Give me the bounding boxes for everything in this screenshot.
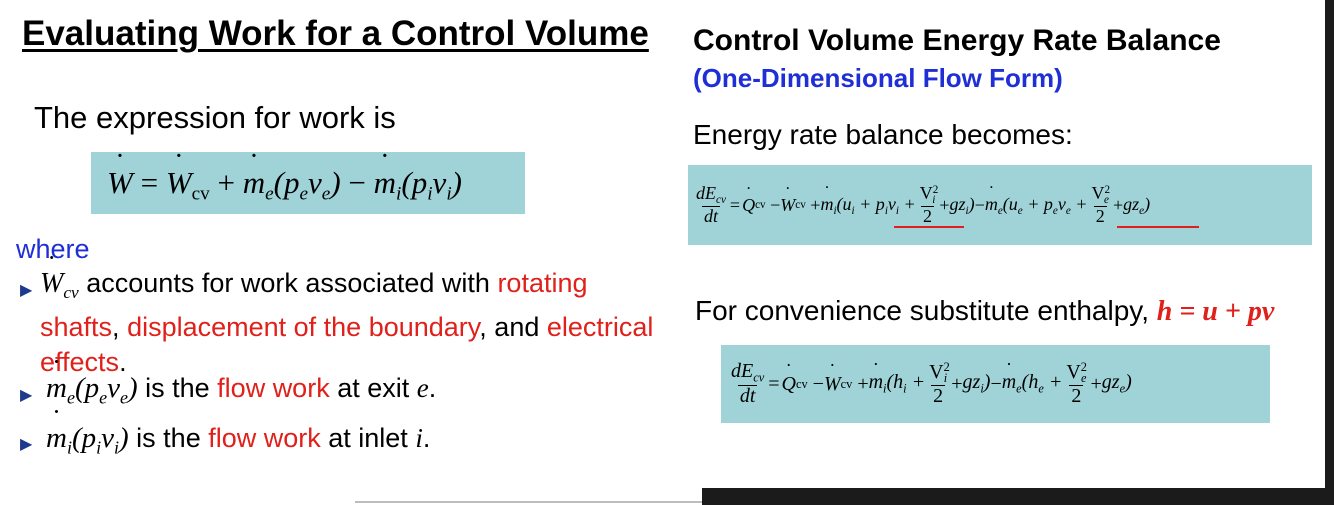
flow-work-exit-symbol: ˙ $m_e(p_ev_e)$ (46, 372, 138, 404)
left-title: Evaluating Work for a Control Volume (22, 14, 649, 53)
where-label: where (16, 234, 90, 264)
balance-label: Energy rate balance becomes: (693, 119, 1073, 150)
right-title: Control Volume Energy Rate Balance (693, 24, 1221, 57)
enthalpy-sentence: For convenience substitute enthalpy, h = u + pv (695, 295, 1275, 327)
work-expression-intro: The expression for work is (34, 100, 396, 135)
bullet-marker-2: ▶ (20, 387, 33, 404)
flow-work-inlet-symbol: ˙ $m_i(p_iv_i)$ (46, 422, 129, 454)
bullet-3-text: ˙ $m_i(p_iv_i)$ is the flow work at inlet i. (46, 422, 430, 458)
bullet-marker-3: ▶ (20, 436, 33, 453)
work-equation-box: ˙ W = ˙ $W_{cv}$ + ˙ $m_e(p_ev_e)$ − ˙ $m_i(p_iv_i)$ (91, 152, 525, 214)
bullet-2-text: ˙ $m_e(p_ev_e)$ is the flow work at exit e. (46, 372, 436, 408)
energy-rate-equation-box: $\frac{dE_{cv}}{dt}$ = ˙ Q cv − ˙ W cv + ˙ $m_i(u_i + p_iv_i$ + $\frac{V^2_i}{2}$ + $gz_i$) − ˙ $m_e(u_e + p_ev_e$ + $\frac{V^2_e}{2}$ + $gz_e$) (688, 165, 1312, 245)
right-subtitle: (One-Dimensional Flow Form) (693, 63, 1063, 93)
underline-exit-flow-work (1117, 226, 1199, 228)
bottom-thin-line (355, 501, 702, 503)
w-cv-symbol: ˙ $W_{cv}$ (40, 268, 79, 299)
bullet-1-text: ˙ $W_{cv}$ accounts for work associated with rotating shafts, displacement of the boundary, and electrical effects. (40, 266, 680, 380)
enthalpy-definition: h = u + pv (1156, 296, 1275, 327)
right-dark-edge (1325, 0, 1334, 505)
bottom-dark-bar (702, 488, 1334, 505)
enthalpy-equation-box: $\frac{dE_{cv}}{dt}$ = ˙ Q cv − ˙ W cv + ˙ $m_i(h_i$ + $\frac{V^2_i}{2}$ + $gz_i$) − ˙ $m_e(h_e$ + $\frac{V^2_e}{2}$ + $gz_e$) (721, 345, 1270, 423)
underline-inlet-flow-work (894, 226, 964, 228)
bullet-marker-1: ▶ (20, 282, 33, 299)
